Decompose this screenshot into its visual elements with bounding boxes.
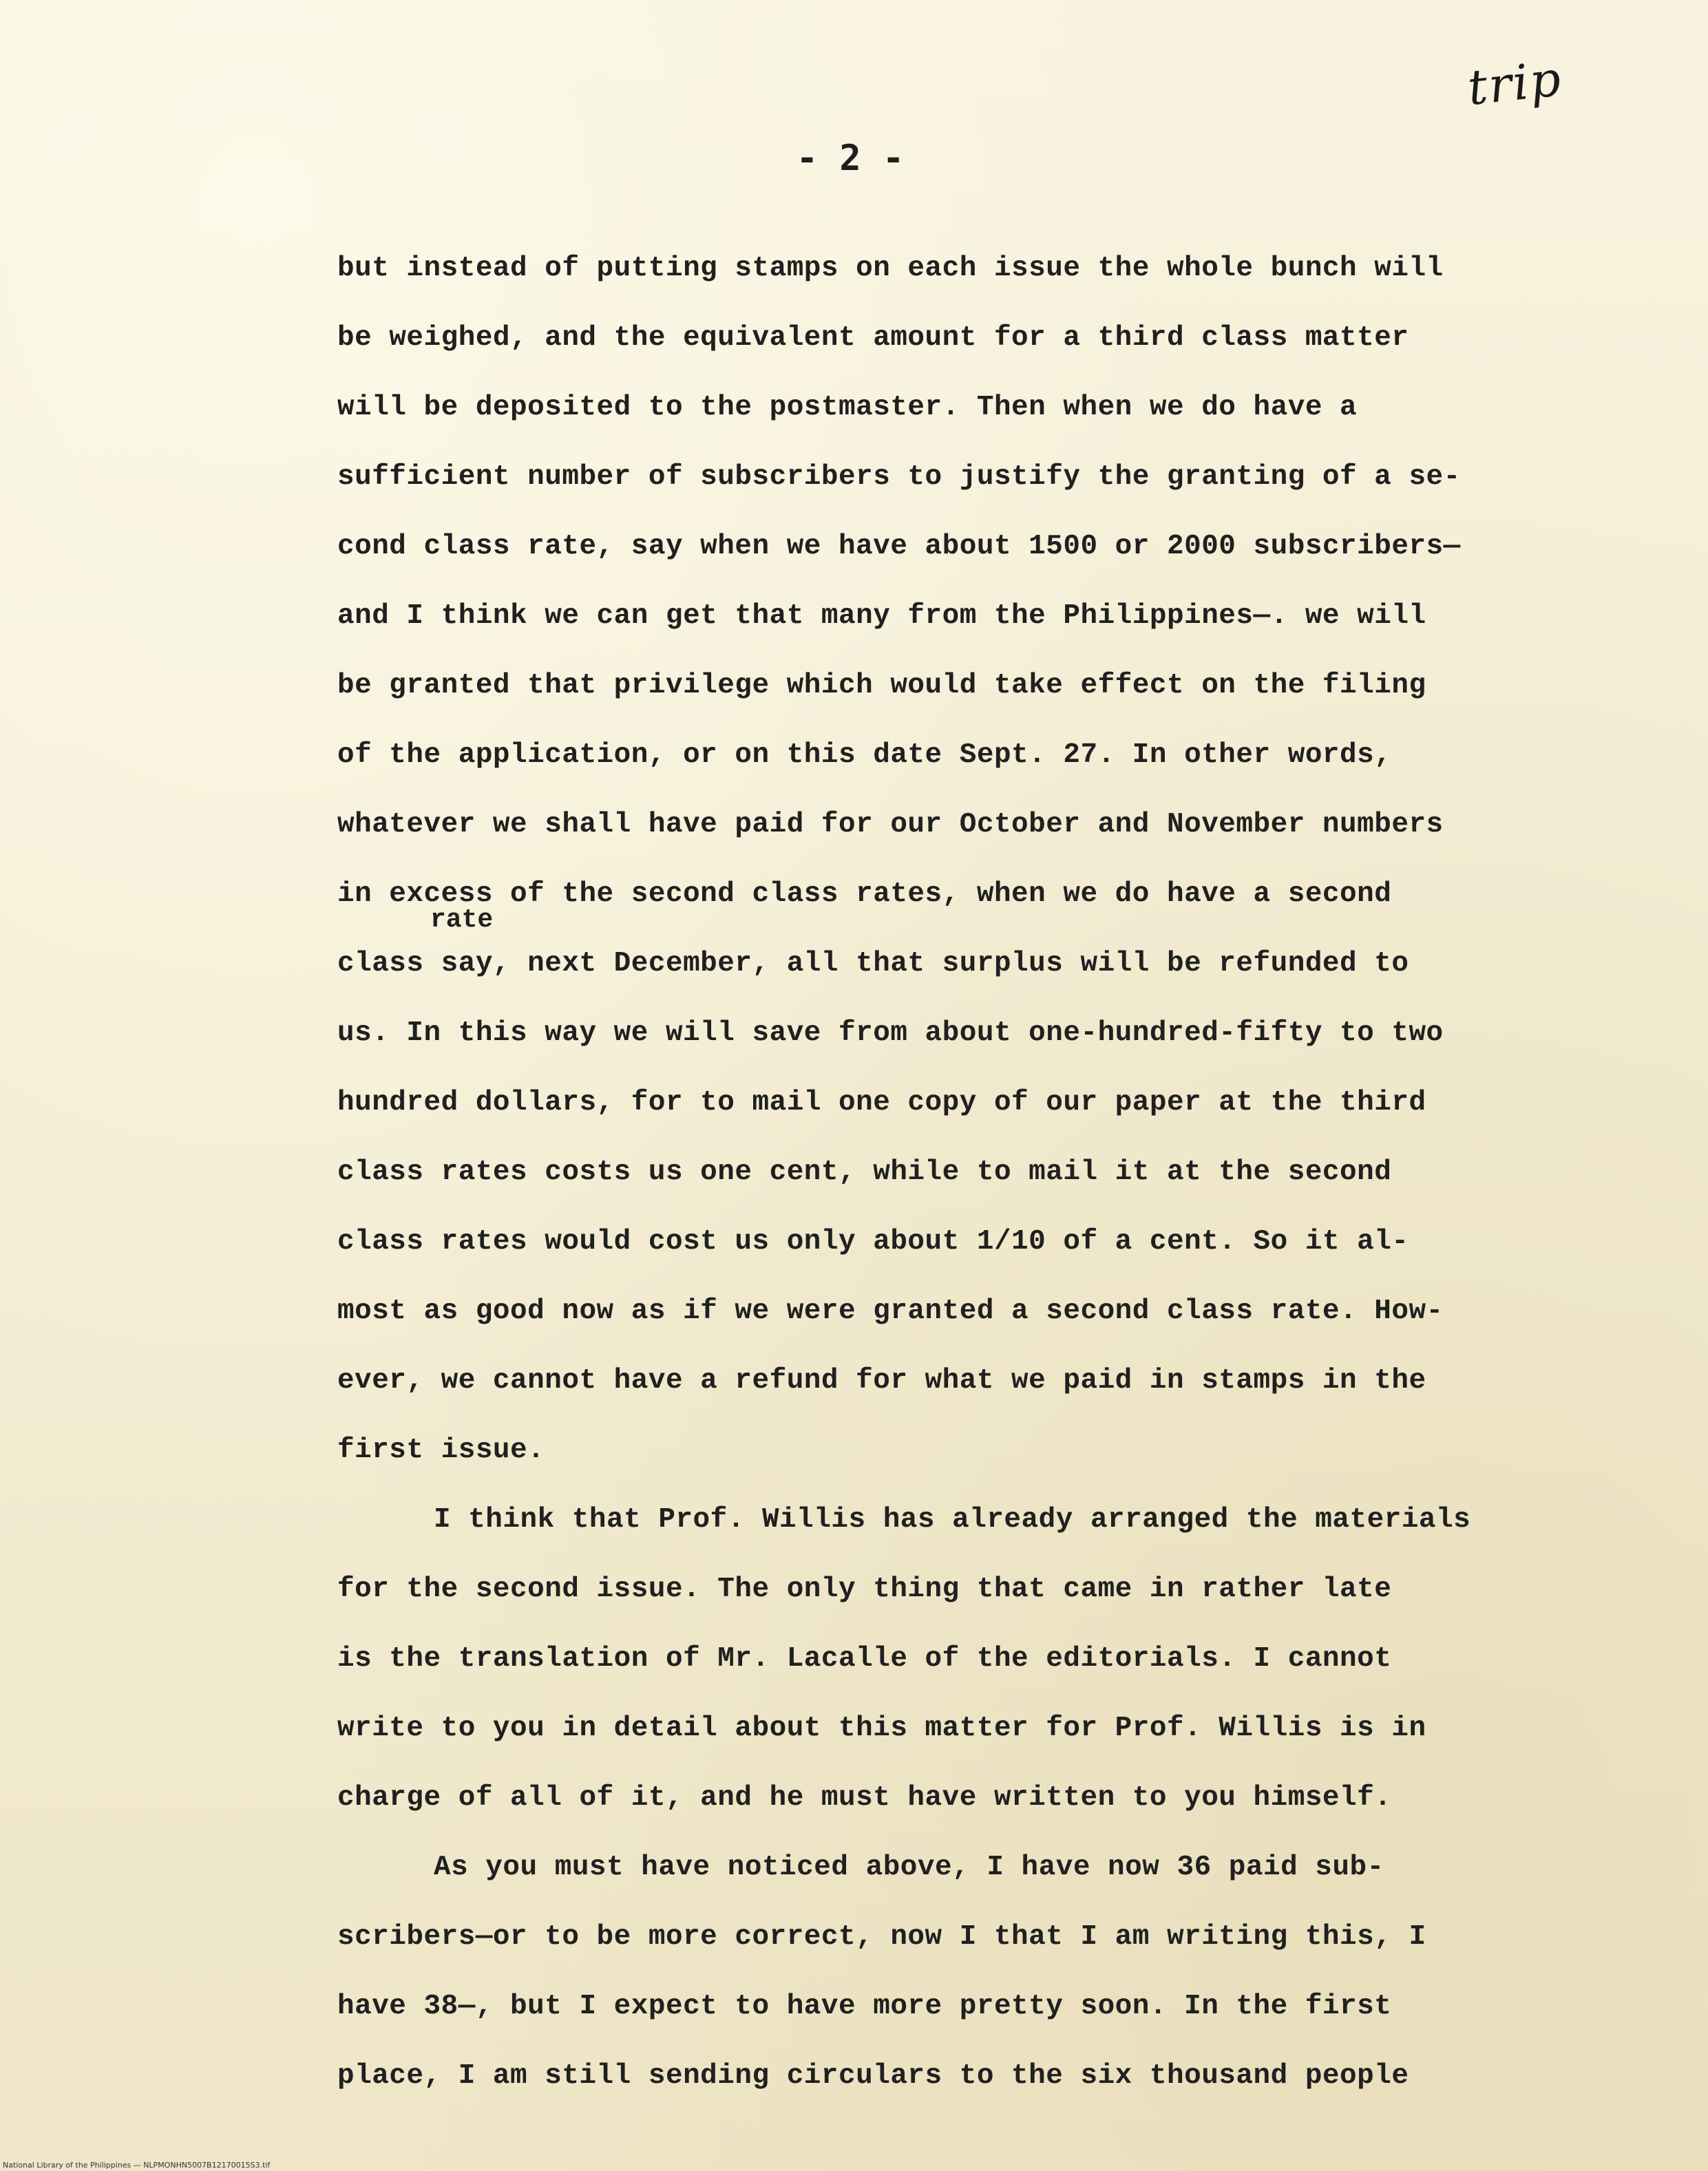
- text-line: class rates costs us one cent, while to mail it at the second: [337, 1156, 1392, 1188]
- text-line: in excess of the second class rates, when we do have a second: [337, 878, 1392, 910]
- text-line: first issue.: [337, 1434, 545, 1466]
- text-line: of the application, or on this date Sept. 27. In other words,: [337, 739, 1392, 771]
- text-line: class say, next December, all that surplus will be refunded to: [337, 948, 1409, 979]
- text-line: ever, we cannot have a refund for what we paid in stamps in the: [337, 1365, 1426, 1397]
- text-line: scribers—or to be more correct, now I that I am writing this, I: [337, 1921, 1426, 1953]
- handwritten-annotation: [1466, 28, 1577, 158]
- text-line: for the second issue. The only thing that came in rather late: [337, 1574, 1392, 1605]
- text-line: write to you in detail about this matter for Prof. Willis is in: [337, 1713, 1426, 1744]
- text-line: class rates would cost us only about 1/10 of a cent. So it al-: [337, 1226, 1409, 1258]
- text-line: will be deposited to the postmaster. Then when we do have a: [337, 392, 1358, 423]
- text-line: whatever we shall have paid for our October and November numbers: [337, 809, 1444, 840]
- text-line: As you must have noticed above, I have now 36 paid sub-: [434, 1852, 1384, 1883]
- text-line: have 38—, but I expect to have more pretty soon. In the first: [337, 1991, 1392, 2022]
- text-line: sufficient number of subscribers to justify the granting of a se-: [337, 461, 1461, 493]
- text-line: place, I am still sending circulars to the six thousand people: [337, 2060, 1409, 2092]
- text-line: I think that Prof. Willis has already arranged the materials: [434, 1504, 1471, 1536]
- archive-credit: National Library of the Philippines — NLPMONHN5007B12170015S3.tif: [3, 2161, 271, 2170]
- handwritten-note-text: trip: [1465, 50, 1565, 116]
- text-line: be granted that privilege which would take effect on the filing: [337, 670, 1426, 701]
- text-line: but instead of putting stamps on each issue the whole bunch will: [337, 253, 1444, 284]
- text-line: cond class rate, say when we have about 1500 or 2000 subscribers—: [337, 531, 1461, 562]
- text-line: charge of all of it, and he must have written to you himself.: [337, 1782, 1392, 1814]
- text-line: most as good now as if we were granted a second class rate. How-: [337, 1295, 1444, 1327]
- text-line: is the translation of Mr. Lacalle of the editorials. I cannot: [337, 1643, 1392, 1675]
- page-number: - 2 -: [796, 138, 905, 179]
- interlinear-insert: rate: [430, 905, 494, 935]
- text-line: us. In this way we will save from about one-hundred-fifty to two: [337, 1017, 1444, 1049]
- text-line: be weighed, and the equivalent amount for a third class matter: [337, 322, 1409, 354]
- text-line: and I think we can get that many from the Philippines—. we will: [337, 600, 1426, 632]
- text-line: hundred dollars, for to mail one copy of our paper at the third: [337, 1087, 1426, 1119]
- letter-body: [337, 244, 1577, 2121]
